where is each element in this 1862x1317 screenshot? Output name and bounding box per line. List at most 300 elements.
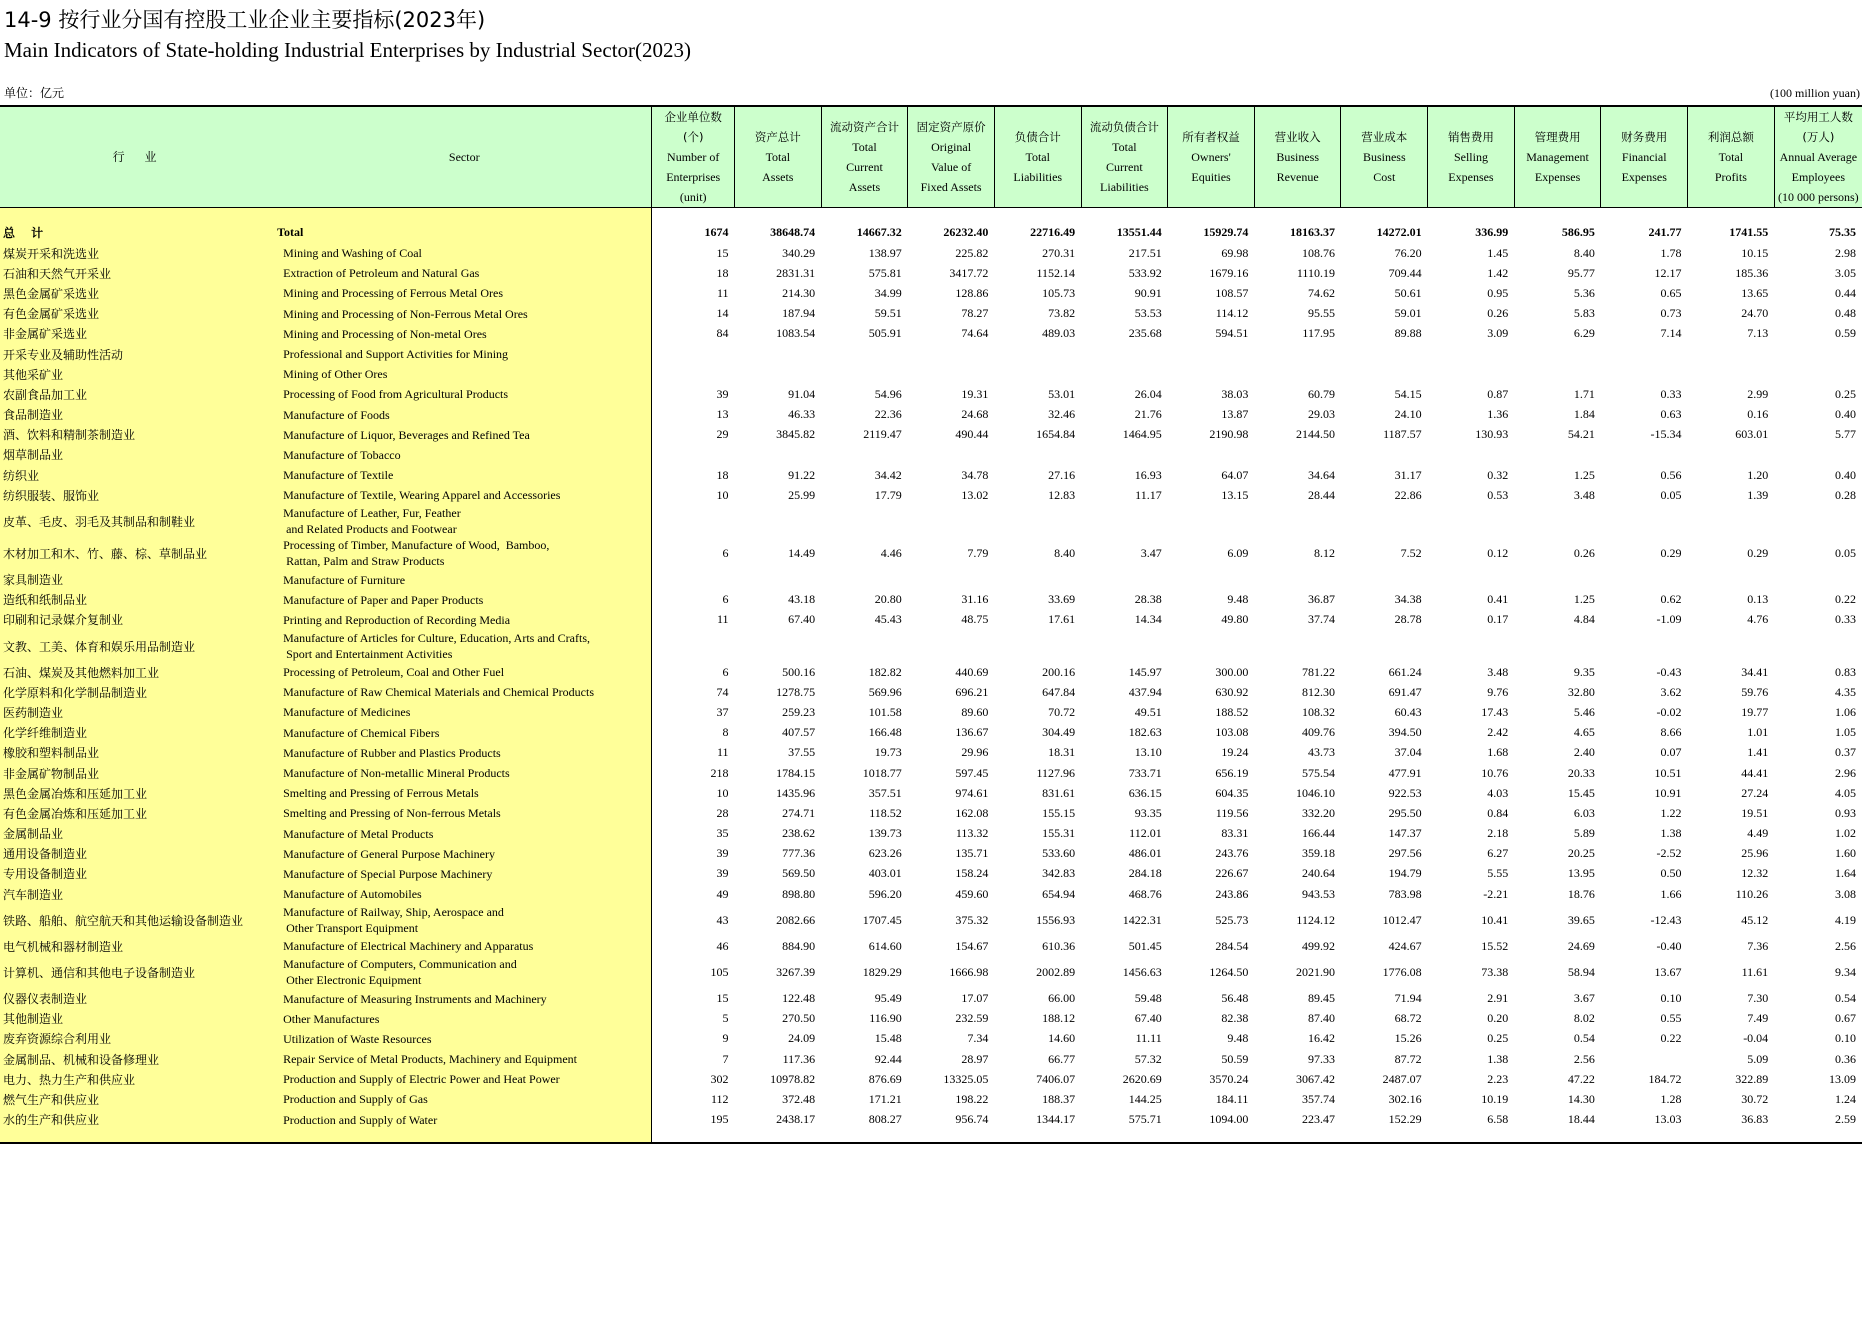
value-cell: 31.16: [961, 592, 989, 607]
value-cell: [735, 630, 822, 662]
value-cell: 43.18: [788, 592, 816, 607]
sector-name-en-cell: [277, 743, 652, 763]
value-cell: 10.91: [1654, 785, 1682, 800]
table-row: [0, 445, 1862, 465]
value-cell: 1784.15: [776, 765, 816, 780]
value-cell: 48.75: [961, 612, 989, 627]
spacer-row: [0, 1130, 1862, 1143]
value-cell: 0.65: [1660, 285, 1682, 300]
value-cell: 733.71: [1128, 765, 1162, 780]
value-cell: 26.04: [1134, 386, 1162, 401]
sector-name-en: Manufacture of Special Purpose Machinery: [283, 866, 493, 881]
value-cell: 8.40: [1054, 545, 1076, 560]
sector-name-en-cell: [277, 405, 652, 425]
value-cell: 19.31: [961, 386, 989, 401]
sector-name-en: Production and Supply of Gas: [283, 1092, 428, 1107]
value-cell: 21.76: [1134, 407, 1162, 422]
value-cell: 499.92: [1301, 938, 1335, 953]
value-cell: 332.20: [1301, 805, 1335, 820]
value-cell: 1.68: [1487, 745, 1509, 760]
value-cell: 304.49: [1042, 725, 1076, 740]
value-cell: 1.36: [1487, 407, 1509, 422]
value-cell: 54.15: [1394, 386, 1422, 401]
value-cell: 117.36: [782, 1051, 816, 1066]
value-cell: [1688, 364, 1775, 384]
value-cell: 2.23: [1487, 1071, 1509, 1086]
value-cell: 1.38: [1487, 1051, 1509, 1066]
table-row: [0, 384, 1862, 404]
value-cell: 93.35: [1134, 805, 1162, 820]
value-cell: [1254, 364, 1341, 384]
column-header-line: (万人): [1802, 130, 1835, 144]
value-cell: 0.22: [1660, 1031, 1682, 1046]
sector-name-en-cell: [277, 884, 652, 904]
column-header-line: (unit): [679, 190, 707, 204]
value-cell: 31.17: [1394, 467, 1422, 482]
table-row: [0, 763, 1862, 783]
sector-name-en-cell: [277, 723, 652, 743]
sector-name-en: Professional and Support Activities for Mining: [283, 347, 509, 362]
value-cell: 14667.32: [856, 224, 902, 239]
column-header-line: Equities: [1191, 170, 1231, 184]
value-cell: 1094.00: [1209, 1112, 1249, 1127]
value-cell: 45.12: [1741, 912, 1769, 927]
value-cell: 78.27: [961, 306, 989, 321]
value-cell: 200.16: [1042, 664, 1076, 679]
value-cell: 9.76: [1487, 684, 1509, 699]
column-header-line: Profits: [1714, 170, 1747, 184]
value-cell: 1.25: [1573, 467, 1595, 482]
sector-name-en-cell: [277, 344, 652, 364]
value-cell: 0.25: [1487, 1031, 1509, 1046]
value-cell: 5.55: [1487, 866, 1509, 881]
value-cell: 500.16: [782, 664, 816, 679]
value-cell: 108.76: [1301, 245, 1335, 260]
value-cell: 14.60: [1048, 1031, 1076, 1046]
value-cell: 2.42: [1487, 725, 1509, 740]
column-header-line: 营业收入: [1274, 130, 1321, 144]
table-row: [0, 304, 1862, 324]
column-header: [821, 106, 908, 208]
value-cell: [994, 445, 1081, 465]
table-row: [0, 537, 1862, 569]
value-cell: [1428, 344, 1515, 364]
value-cell: 0.59: [1835, 326, 1856, 341]
sector-name-cn: 水的生产和供应业: [0, 1110, 277, 1130]
value-cell: 1.24: [1835, 1091, 1856, 1106]
value-cell: 0.83: [1835, 664, 1856, 679]
value-cell: 1.06: [1835, 704, 1856, 719]
value-cell: 459.60: [955, 886, 989, 901]
value-cell: 533.92: [1128, 265, 1162, 280]
value-cell: 28.97: [961, 1051, 989, 1066]
value-cell: [1514, 630, 1601, 662]
value-cell: 15.52: [1481, 938, 1509, 953]
value-cell: 0.95: [1487, 285, 1509, 300]
value-cell: [994, 630, 1081, 662]
value-cell: 898.80: [782, 886, 816, 901]
value-cell: 1679.16: [1209, 265, 1249, 280]
value-cell: 34.42: [874, 467, 902, 482]
value-cell: 259.23: [782, 704, 816, 719]
value-cell: 117.95: [1302, 326, 1335, 341]
value-cell: 4.65: [1573, 725, 1595, 740]
value-cell: 135.71: [955, 846, 989, 861]
value-cell: 58.94: [1567, 964, 1595, 979]
value-cell: 9.48: [1227, 1031, 1249, 1046]
value-cell: [1774, 630, 1862, 662]
sector-name-cn: 专用设备制造业: [0, 864, 277, 884]
column-header-line: Expenses: [1621, 170, 1667, 184]
value-cell: 14: [652, 304, 735, 324]
column-header-line: Assets: [762, 170, 794, 184]
value-cell: 103.08: [1215, 725, 1249, 740]
table-row: [0, 723, 1862, 743]
value-cell: 184.11: [1215, 1091, 1249, 1106]
value-cell: 9.34: [1835, 964, 1856, 979]
value-cell: 594.51: [1215, 326, 1249, 341]
sector-name-en-cell: [277, 988, 652, 1008]
value-cell: 39: [652, 844, 735, 864]
sector-name-en: Mining and Processing of Non-Ferrous Metal Ores: [283, 306, 528, 321]
value-cell: 243.86: [1215, 886, 1249, 901]
value-cell: 34.99: [874, 285, 902, 300]
value-cell: 13551.44: [1116, 224, 1162, 239]
value-cell: 184.72: [1648, 1071, 1682, 1086]
sector-name-en: Manufacture of Non-metallic Mineral Products: [283, 766, 510, 781]
column-header: [1514, 106, 1601, 208]
value-cell: 4.76: [1747, 612, 1769, 627]
value-cell: 372.48: [782, 1091, 816, 1106]
value-cell: 359.18: [1301, 846, 1335, 861]
value-cell: 486.01: [1128, 846, 1162, 861]
value-cell: 74.62: [1307, 285, 1335, 300]
value-cell: -2.52: [1656, 846, 1682, 861]
value-cell: 1.42: [1487, 265, 1509, 280]
value-cell: 24.10: [1394, 407, 1422, 422]
value-cell: 89.88: [1394, 326, 1422, 341]
sector-name-en: Manufacture of General Purpose Machinery: [283, 846, 495, 861]
value-cell: 0.29: [1747, 545, 1769, 560]
sector-name-cn: 农副食品加工业: [0, 384, 277, 404]
value-cell: 20.80: [874, 592, 902, 607]
value-cell: 270.50: [782, 1011, 816, 1026]
value-cell: 46.33: [788, 407, 816, 422]
sector-name-cn: 石油和天然气开采业: [0, 263, 277, 283]
sector-name-en: Other Manufactures: [283, 1011, 380, 1026]
value-cell: 0.55: [1660, 1011, 1682, 1026]
value-cell: 477.91: [1388, 765, 1422, 780]
value-cell: 50.61: [1394, 285, 1422, 300]
sector-name-en-cell: [277, 243, 652, 263]
table-row: [0, 662, 1862, 682]
value-cell: 2.40: [1573, 745, 1595, 760]
value-cell: 8.40: [1573, 245, 1595, 260]
value-cell: 596.20: [868, 886, 902, 901]
sector-name-en-cell: [277, 1009, 652, 1029]
value-cell: -0.40: [1656, 938, 1682, 953]
sector-name-cn: 木材加工和木、竹、藤、棕、草制品业: [0, 537, 277, 569]
value-cell: 1.60: [1835, 846, 1856, 861]
value-cell: 112.01: [1129, 826, 1162, 841]
sector-name-en: Processing of Petroleum, Coal and Other Fuel: [283, 665, 505, 680]
column-header-line: Financial: [1621, 150, 1667, 164]
value-cell: 2.18: [1487, 826, 1509, 841]
table-body: [0, 208, 1862, 1143]
value-cell: 1464.95: [1122, 427, 1162, 442]
value-cell: [1601, 1049, 1688, 1069]
total-row: [0, 221, 1862, 243]
value-cell: 342.83: [1042, 866, 1076, 881]
sector-name-cn: 非金属矿采选业: [0, 324, 277, 344]
value-cell: [908, 364, 995, 384]
column-header-line: Total: [852, 140, 877, 154]
sector-name-en-cell: [277, 610, 652, 630]
value-cell: 575.81: [868, 265, 902, 280]
value-cell: 691.47: [1388, 684, 1422, 699]
value-cell: 647.84: [1042, 684, 1076, 699]
value-cell: 812.30: [1301, 684, 1335, 699]
sector-name-cn: 仪器仪表制造业: [0, 988, 277, 1008]
value-cell: 1741.55: [1729, 224, 1769, 239]
value-cell: 14272.01: [1376, 224, 1422, 239]
value-cell: 37: [652, 702, 735, 722]
value-cell: 56.48: [1221, 991, 1249, 1006]
value-cell: 11.17: [1135, 487, 1162, 502]
value-cell: 1127.96: [1036, 765, 1076, 780]
value-cell: 0.37: [1835, 745, 1856, 760]
value-cell: 2190.98: [1209, 427, 1249, 442]
value-cell: 1.05: [1835, 725, 1856, 740]
value-cell: 217.51: [1128, 245, 1162, 260]
value-cell: 11: [652, 283, 735, 303]
value-cell: 403.01: [868, 866, 902, 881]
value-cell: 214.30: [782, 285, 816, 300]
value-cell: 105.73: [1042, 285, 1076, 300]
value-cell: 64.07: [1221, 467, 1249, 482]
table-row: [0, 590, 1862, 610]
page-title-cn: 14-9 按行业分国有控股工业企业主要指标(2023年): [4, 8, 486, 32]
value-cell: 1.45: [1487, 245, 1509, 260]
sector-name-cn: 皮革、毛皮、羽毛及其制品和制鞋业: [0, 505, 277, 537]
value-cell: [735, 364, 822, 384]
value-cell: 956.74: [955, 1112, 989, 1127]
column-header-line: Cost: [1373, 170, 1396, 184]
value-cell: 144.25: [1128, 1091, 1162, 1106]
value-cell: 569.96: [868, 684, 902, 699]
value-cell: 424.67: [1388, 938, 1422, 953]
value-cell: 1.38: [1660, 826, 1682, 841]
value-cell: 13.65: [1741, 285, 1769, 300]
column-header-line: Employees: [1791, 170, 1845, 184]
value-cell: 630.92: [1215, 684, 1249, 699]
value-cell: -0.02: [1656, 704, 1682, 719]
value-cell: 1435.96: [776, 785, 816, 800]
table-row: [0, 936, 1862, 956]
value-cell: [1081, 630, 1168, 662]
value-cell: 0.41: [1487, 592, 1509, 607]
value-cell: -2.21: [1483, 886, 1509, 901]
sector-name-en-cell: [277, 569, 652, 589]
table-row: [0, 1049, 1862, 1069]
value-cell: 1.84: [1573, 407, 1595, 422]
value-cell: 1456.63: [1122, 964, 1162, 979]
value-cell: 5.46: [1573, 704, 1595, 719]
value-cell: 13.95: [1567, 866, 1595, 881]
value-cell: 636.15: [1128, 785, 1162, 800]
column-header-line: Original: [931, 140, 972, 154]
value-cell: 0.32: [1487, 467, 1509, 482]
value-cell: 218: [652, 763, 735, 783]
sector-name-cn: 文教、工美、体育和娱乐用品制造业: [0, 630, 277, 662]
value-cell: 656.19: [1215, 765, 1249, 780]
value-cell: 25.96: [1741, 846, 1769, 861]
sector-name-en: Manufacture of Textile: [283, 468, 394, 483]
value-cell: 10: [652, 485, 735, 505]
sector-name-cn: 有色金属矿采选业: [0, 304, 277, 324]
value-cell: 171.21: [868, 1091, 902, 1106]
value-cell: 67.40: [1134, 1011, 1162, 1026]
column-header-line: Liabilities: [1100, 180, 1149, 194]
sector-name-en-cell: [277, 844, 652, 864]
sector-name-en-cell: [277, 904, 652, 936]
value-cell: 136.67: [955, 725, 989, 740]
value-cell: 7.13: [1747, 326, 1769, 341]
value-cell: -0.04: [1743, 1031, 1769, 1046]
value-cell: 17.43: [1481, 704, 1509, 719]
value-cell: [1341, 569, 1428, 589]
value-cell: 340.29: [782, 245, 816, 260]
sector-name-en-cell: [277, 682, 652, 702]
sector-name-en-cell: [277, 384, 652, 404]
value-cell: -15.34: [1650, 427, 1682, 442]
value-cell: 24.09: [788, 1031, 816, 1046]
value-cell: 14.49: [788, 545, 816, 560]
table-row: [0, 956, 1862, 988]
value-cell: 3417.72: [949, 265, 989, 280]
value-cell: 158.24: [955, 866, 989, 881]
sector-name-en: Manufacture of Paper and Paper Products: [283, 592, 484, 607]
value-cell: 22.36: [874, 407, 902, 422]
value-cell: 27.24: [1741, 785, 1769, 800]
value-cell: 147.37: [1388, 826, 1422, 841]
sector-name-cn: 黑色金属冶炼和压延加工业: [0, 783, 277, 803]
value-cell: [1168, 364, 1255, 384]
value-cell: 7.52: [1400, 545, 1422, 560]
value-cell: 3.48: [1573, 487, 1595, 502]
value-cell: 575.71: [1128, 1112, 1162, 1127]
value-cell: 139.73: [868, 826, 902, 841]
column-header-line: Total: [1025, 150, 1050, 164]
value-cell: 10.41: [1481, 912, 1509, 927]
value-cell: 3.62: [1660, 684, 1682, 699]
value-cell: 7.14: [1660, 326, 1682, 341]
value-cell: 0.44: [1835, 285, 1856, 300]
sector-name-en-cell: [277, 630, 652, 662]
table-row: [0, 884, 1862, 904]
value-cell: [1428, 364, 1515, 384]
value-cell: 13.09: [1829, 1071, 1856, 1086]
sector-name-en: Mining and Processing of Ferrous Metal Ores: [283, 286, 504, 301]
sector-name-en: Manufacture of Computers, Communication and Other Electronic Equipment: [283, 957, 517, 988]
value-cell: 6.58: [1487, 1112, 1509, 1127]
value-cell: 2.96: [1835, 765, 1856, 780]
value-cell: 1.39: [1747, 487, 1769, 502]
value-cell: 17.61: [1048, 612, 1076, 627]
value-cell: 92.44: [874, 1051, 902, 1066]
value-cell: 116.90: [869, 1011, 902, 1026]
value-cell: 2.59: [1835, 1112, 1856, 1127]
value-cell: 5: [652, 1009, 735, 1029]
table-row: [0, 630, 1862, 662]
value-cell: [821, 630, 908, 662]
sector-name-en-cell: [277, 864, 652, 884]
value-cell: 13.67: [1654, 964, 1682, 979]
value-cell: 0.17: [1487, 612, 1509, 627]
value-cell: 19.24: [1221, 745, 1249, 760]
value-cell: 302.16: [1388, 1091, 1422, 1106]
value-cell: [1341, 364, 1428, 384]
sector-name-en-cell: [277, 324, 652, 344]
value-cell: 10.19: [1481, 1091, 1509, 1106]
table-row: [0, 344, 1862, 364]
value-cell: 0.67: [1835, 1011, 1856, 1026]
value-cell: [1168, 630, 1255, 662]
value-cell: 1124.12: [1296, 912, 1335, 927]
column-header-line: Revenue: [1276, 170, 1319, 184]
value-cell: [1254, 569, 1341, 589]
value-cell: 155.31: [1042, 826, 1076, 841]
table-row: [0, 243, 1862, 263]
value-cell: 525.73: [1215, 912, 1249, 927]
value-cell: 18.31: [1048, 745, 1076, 760]
value-cell: 16.42: [1307, 1031, 1335, 1046]
value-cell: 114.12: [1215, 306, 1249, 321]
value-cell: 105: [652, 956, 735, 988]
value-cell: 7.36: [1747, 938, 1769, 953]
value-cell: 357.51: [868, 785, 902, 800]
value-cell: 12.32: [1741, 866, 1769, 881]
column-header-line: Fixed Assets: [920, 180, 982, 194]
value-cell: [1081, 569, 1168, 589]
value-cell: 13: [652, 405, 735, 425]
value-cell: 223.47: [1301, 1112, 1335, 1127]
sector-name-en-cell: [277, 465, 652, 485]
value-cell: 1110.19: [1296, 265, 1335, 280]
value-cell: 11: [652, 743, 735, 763]
value-cell: [1428, 630, 1515, 662]
value-cell: [1341, 445, 1428, 465]
value-cell: 76.20: [1394, 245, 1422, 260]
value-cell: 241.77: [1648, 224, 1682, 239]
value-cell: 1.02: [1835, 826, 1856, 841]
value-cell: 0.40: [1835, 407, 1856, 422]
value-cell: 122.48: [782, 991, 816, 1006]
value-cell: 74: [652, 682, 735, 702]
value-cell: 0.10: [1660, 991, 1682, 1006]
value-cell: 24.70: [1741, 306, 1769, 321]
value-cell: 974.61: [955, 785, 989, 800]
value-cell: 8.02: [1573, 1011, 1595, 1026]
value-cell: 155.15: [1042, 805, 1076, 820]
column-header-line: 企业单位数: [664, 110, 722, 124]
value-cell: 18.76: [1567, 886, 1595, 901]
value-cell: 113.32: [955, 826, 989, 841]
value-cell: 243.76: [1215, 846, 1249, 861]
value-cell: 1707.45: [862, 912, 902, 927]
table-row: [0, 783, 1862, 803]
value-cell: 661.24: [1388, 664, 1422, 679]
